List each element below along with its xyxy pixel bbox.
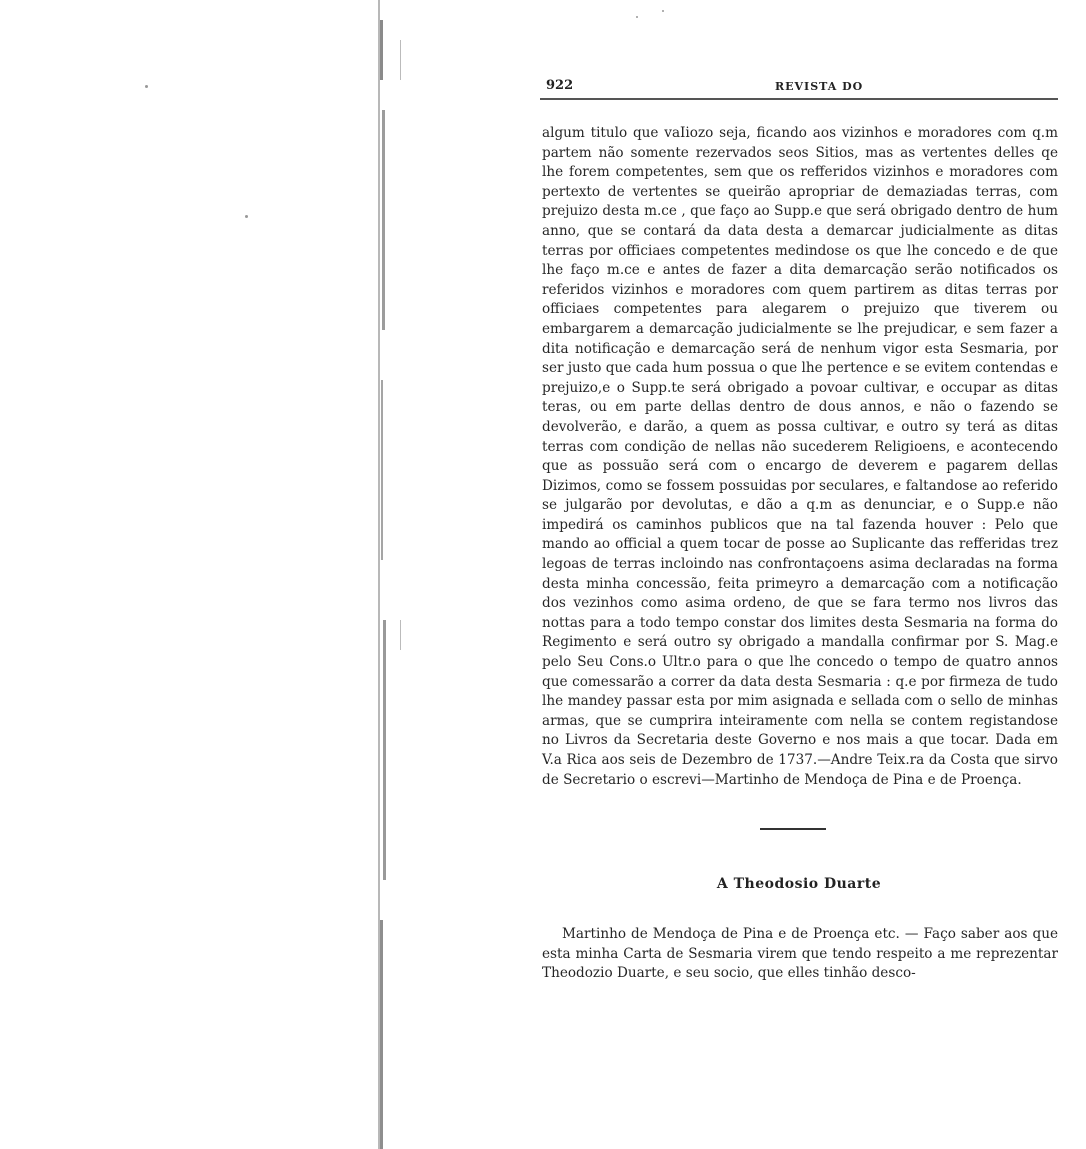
book-gutter <box>360 0 400 1149</box>
scan-speck <box>636 16 638 18</box>
scan-speck <box>145 85 148 88</box>
scan-speck <box>662 10 664 12</box>
running-head: REVISTA DO <box>775 80 864 93</box>
section-paragraph: Martinho de Mendoça de Pina e de Proença etc. — Faço saber aos que esta minha Carta de Sesmaria virem que tendo respeito a me reprezentar Theodozio Duarte, e seu socio, que elles tinhão desco- <box>542 926 1058 982</box>
scan-speck <box>245 215 248 218</box>
page-header <box>540 78 1058 100</box>
body-paragraph: algum titulo que vaIiozo seja, ficando aos vizinhos e moradores com q.m partem não somente rezervados seos Sitios, mas as vertentes delles qe lhe forem competentes, sem que os refferidos vizinhos e moradores com pertexto de vertentes se queirão apropriar de demaziadas terras, com prejuizo desta m.ce , que faço ao Supp.e que será obrigado dentro de hum anno, que se contará da data desta a demarcar judicialmente as ditas terras por officiaes competentes medindose os que lhe concedo e de que lhe faço m.ce e antes de fazer a dita demarcação serão notificados os referidos vizinhos e moradores com quem partirem as ditas terras por officiaes competentes para alegarem o prejuizo que tiverem ou embargarem a demarcação judicialmente se lhe prejudicar, e sem fazer a dita notificação e demarcação será de nenhum vigor esta Sesmaria, por ser justo que cada hum possua o que lhe pertence e se evitem contendas e prejuizo,e o Supp.te será obrigado a povoar cultivar, e occupar as ditas teras, ou em parte dellas dentro de dous annos, e não o fazendo se devolverão, e darão, a quem as possa cultivar, e outro sy terá as ditas terras com condição de nellas não sucederem Religioens, e acontecendo que as possuão será com o encargo de deverem e pagarem dellas Dizimos, como se fossem possuidas por seculares, e faltandose ao referido se julgarão por devolutas, e dão a q.m as denunciar, e o Supp.e não impedirá os caminhos publicos que na tal fazenda houver : Pelo que mando ao official a quem tocar de posse ao Suplicante das refferidas trez legoas de terras incloindo nas confrontaçoens asima declaradas na forma desta minha concessão, feita primeyro a demarcação com a notificação dos vezinhos como asima ordeno, de que se fara termo nos livros das nottas para a todo tempo constar dos limites desta Sesmaria na forma do Regimento e será outro sy obrigado a mandalla confirmar por S. Mag.e pelo Seu Cons.o Ultr.o para o que lhe concedo o tempo de quatro annos que comessarão a correr da data desta Sesmaria : q.e por firmeza de tudo lhe mandey passar esta por mim asignada e sellada com o sello de minhas armas, que se cumprira inteiramente com nella se contem registandose no Livros da Secretaria deste Governo e nos mais a que tocar. Dada em V.a Rica aos seis de Dezembro de 1737.—Andre Teix.ra da Costa que sirvo de Secretario o escrevi—Martinho de Mendoça de Pina e de Proença. <box>542 125 1058 788</box>
section-title: A Theodosio Duarte <box>716 876 882 893</box>
page-number: 922 <box>546 78 574 93</box>
section-divider <box>760 828 826 830</box>
book-page <box>540 78 1058 984</box>
